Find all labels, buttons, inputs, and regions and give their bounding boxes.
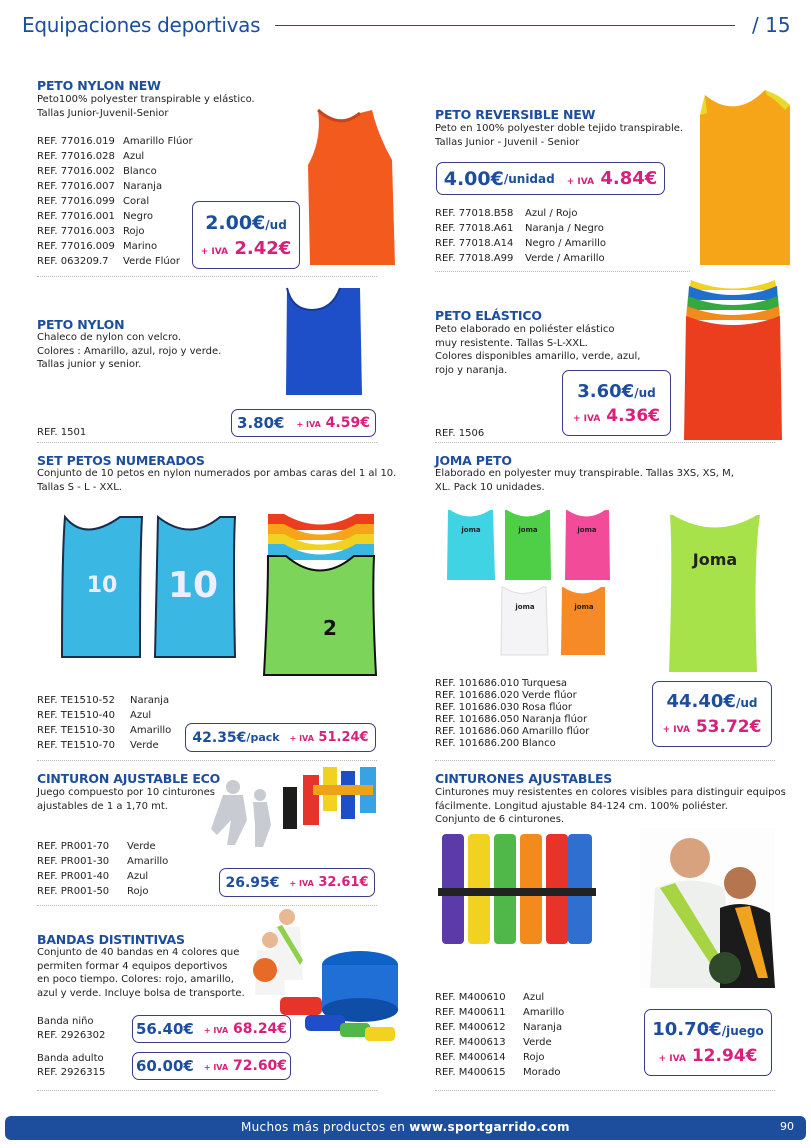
product-desc: Peto100% polyester transpirable y elástico. Tallas Junior-Juvenil-Senior — [37, 94, 255, 119]
product-desc: Peto elaborado en poliéster elástico muy resistente. Tallas S-L-XXL. Colores disponibles amarillo, verde, azul, rojo y naranja. — [435, 324, 641, 376]
footer-bar — [5, 1116, 806, 1140]
price-box: 4.00€ /unidad + IVA 4.84€ — [436, 162, 665, 195]
joma-logo: joma — [574, 603, 594, 611]
joma-green-bib-image — [665, 510, 765, 675]
product-desc: Cinturones muy resistentes en colores visibles para distinguir equipos fácilmente. Longitud ajustable 84-124 cm. 100% poliéster. Conjunto de 6 cinturones. — [435, 787, 786, 825]
price-box: 10.70€/juego + IVA 12.94€ — [644, 1009, 772, 1076]
product-desc: Juego compuesto por 10 cinturones ajustables de 1 a 1,70 mt. — [37, 787, 215, 812]
joma-logo: joma — [518, 526, 538, 534]
product-title-bandas: BANDAS DISTINTIVAS — [37, 932, 185, 947]
header-divider — [275, 25, 735, 26]
product-title-cinturones: CINTURONES AJUSTABLES — [435, 771, 613, 786]
ref-label: REF. 1506 — [435, 428, 485, 439]
reversible-bib-image — [695, 85, 795, 270]
product-title-peto-elastico: PETO ELÁSTICO — [435, 308, 542, 323]
price-box: 2.00€/ud + IVA 2.42€ — [192, 201, 300, 269]
product-title-joma-peto: JOMA PETO — [435, 453, 512, 468]
ref-list: REF. 77016.019 Amarillo Flúor REF. 77016.028 Azul REF. 77016.002 Blanco REF. 77016.007 Naranja REF. 77016.099 Coral REF. 77016.001 Negro REF. 77016.003 Rojo REF. 77016.009 Marino REF. 063209.7 Verde Flúor — [37, 136, 193, 267]
joma-logo: Joma — [692, 550, 738, 569]
ref-label: REF. 1501 — [37, 427, 87, 438]
numbered-bibs-image — [60, 512, 240, 662]
blue-bib-image — [282, 285, 364, 398]
divider — [435, 760, 775, 761]
adjustable-belts-image — [438, 830, 598, 950]
price-box: 3.60€/ud + IVA 4.36€ — [562, 370, 671, 436]
elastic-bibs-image — [683, 272, 783, 442]
bib-number: 2 — [323, 616, 337, 640]
product-title-peto-reversible: PETO REVERSIBLE NEW — [435, 107, 596, 122]
divider — [37, 442, 377, 443]
numbered-bibs-stack-image — [262, 510, 380, 678]
price-box: 60.00€ + IVA 72.60€ — [132, 1052, 291, 1080]
divider — [435, 271, 690, 272]
divider — [435, 1090, 775, 1091]
price-box: 44.40€/ud + IVA 53.72€ — [652, 681, 772, 747]
product-desc: Peto en 100% polyester doble tejido transpirable. Tallas Junior - Juvenil - Senior — [435, 123, 684, 148]
ref-list: REF. 101686.010 Turquesa REF. 101686.020 Verde flúor REF. 101686.030 Rosa flúor REF. 101686.050 Naranja flúor REF. 101686.060 Amarillo flúor REF. 101686.200 Blanco — [435, 678, 590, 749]
price-box: 42.35€ /pack + IVA 51.24€ — [185, 723, 376, 752]
divider — [37, 760, 377, 761]
divider — [435, 442, 775, 443]
page-number: 90 — [780, 1120, 794, 1133]
product-desc: Elaborado en polyester muy transpirable. Tallas 3XS, XS, M, XL. Pack 10 unidades. — [435, 468, 734, 493]
band-size: Banda adulto REF. 2926315 — [37, 1053, 106, 1078]
joma-logo: joma — [461, 526, 481, 534]
joma-logo: joma — [577, 526, 597, 534]
eco-belts-image — [205, 765, 390, 850]
product-desc: Conjunto de 10 petos en nylon numerados por ambas caras del 1 al 10. Tallas S - L - XXL. — [37, 468, 397, 493]
divider — [37, 276, 377, 277]
joma-bibs-image — [445, 505, 615, 660]
product-desc: Chaleco de nylon con velcro. Colores : Amarillo, azul, rojo y verde. Tallas junior y senior. — [37, 332, 222, 370]
bib-number: 10 — [86, 573, 118, 598]
bib-number: 10 — [167, 565, 219, 606]
ref-list: REF. PR001-70 Verde REF. PR001-30 Amarillo REF. PR001-40 Azul REF. PR001-50 Rojo — [37, 841, 169, 897]
players-image — [640, 828, 775, 988]
band-size: Banda niño REF. 2926302 — [37, 1016, 106, 1041]
divider — [37, 1090, 377, 1091]
price-box: 3.80€ + IVA 4.59€ — [231, 409, 376, 437]
price-box: 56.40€ + IVA 68.24€ — [132, 1015, 291, 1043]
product-title-peto-nylon: PETO NYLON — [37, 317, 125, 332]
website-link[interactable]: www.sportgarrido.com — [409, 1120, 570, 1134]
page-title: Equipaciones deportivas — [22, 13, 261, 37]
ref-list: REF. TE1510-52 Naranja REF. TE1510-40 Azul REF. TE1510-30 Amarillo REF. TE1510-70 Verde — [37, 695, 172, 751]
product-title-set-petos: SET PETOS NUMERADOS — [37, 453, 205, 468]
product-title-peto-nylon-new: PETO NYLON NEW — [37, 78, 161, 93]
product-desc: Conjunto de 40 bandas en 4 colores que permiten formar 4 equipos deportivos en poco tiempo. Colores: rojo, amarillo, azul y verde. Incluye bolsa de transporte. — [37, 947, 245, 999]
price-box: 26.95€ + IVA 32.61€ — [219, 868, 375, 897]
orange-bib-image — [300, 105, 400, 270]
ref-list: REF. M400610 Azul REF. M400611 Amarillo REF. M400612 Naranja REF. M400613 Verde REF. M400614 Rojo REF. M400615 Morado — [435, 992, 565, 1078]
section-number: / 15 — [752, 13, 791, 37]
joma-logo: joma — [515, 603, 535, 611]
footer-message: Muchos más productos en www.sportgarrido.com — [241, 1120, 570, 1134]
product-title-cinturon-eco: CINTURON AJUSTABLE ECO — [37, 771, 221, 786]
ref-list: REF. 77018.B58 Azul / Rojo REF. 77018.A61 Naranja / Negro REF. 77018.A14 Negro / Amarillo REF. 77018.A99 Verde / Amarillo — [435, 208, 606, 264]
